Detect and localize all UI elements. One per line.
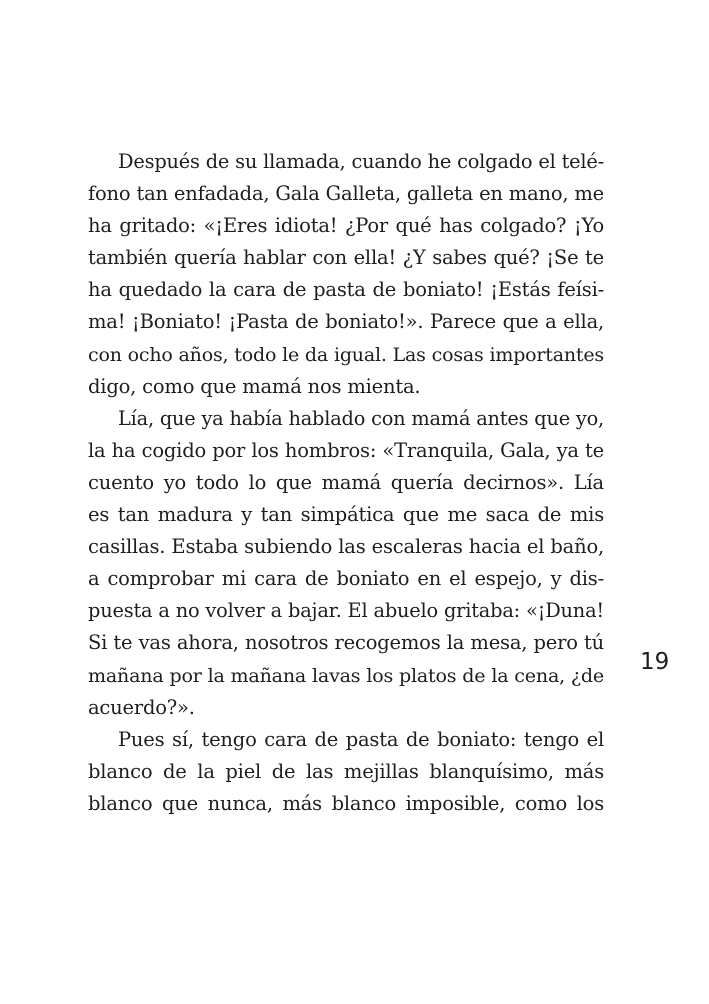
text-line: blanco que nunca, más blanco imposible, como los [88,791,604,815]
text-line: blanco de la piel de las mejillas blanquísimo, más [88,759,604,783]
body-text [88,146,604,820]
text-line: a comprobar mi cara de boniato en el espejo, y dis- [88,567,604,591]
text-line: digo, como que mamá nos mienta. [88,374,421,398]
text-line: mañana por la mañana lavas los platos de la cena, ¿de [88,664,604,687]
text-line: Lía, que ya había hablado con mamá antes que yo, [118,406,604,430]
page-number: 19 [640,649,670,675]
text-line: Si te vas ahora, nosotros recogemos la mesa, pero tú [88,631,604,655]
text-line: acuerdo?». [88,695,195,719]
text-line: fono tan enfadada, Gala Galleta, galleta en mano, me [88,182,604,206]
text-line: la ha cogido por los hombros: «Tranquila, Gala, ya te [88,438,604,462]
text-line: ha quedado la cara de pasta de boniato! ¡Estás feísi- [88,278,604,302]
text-line: ha gritado: «¡Eres idiota! ¿Por qué has colgado? ¡Yo [88,214,604,238]
text-line: ma! ¡Boniato! ¡Pasta de boniato!». Parece que a ella, [88,310,604,334]
text-line: también quería hablar con ella! ¿Y sabes qué? ¡Se te [88,246,604,270]
text-line: puesta a no volver a bajar. El abuelo gritaba: «¡Duna! [88,599,604,623]
text-line: con ocho años, todo le da igual. Las cosas importantes [88,343,604,366]
text-line: cuento yo todo lo que mamá quería decirnos». Lía [88,470,604,494]
text-line: es tan madura y tan simpática que me saca de mis [88,503,604,527]
text-line: Después de su llamada, cuando he colgado el telé- [118,150,604,173]
text-line: Pues sí, tengo cara de pasta de boniato: tengo el [118,727,604,751]
text-line: casillas. Estaba subiendo las escaleras hacia el baño, [88,535,604,559]
